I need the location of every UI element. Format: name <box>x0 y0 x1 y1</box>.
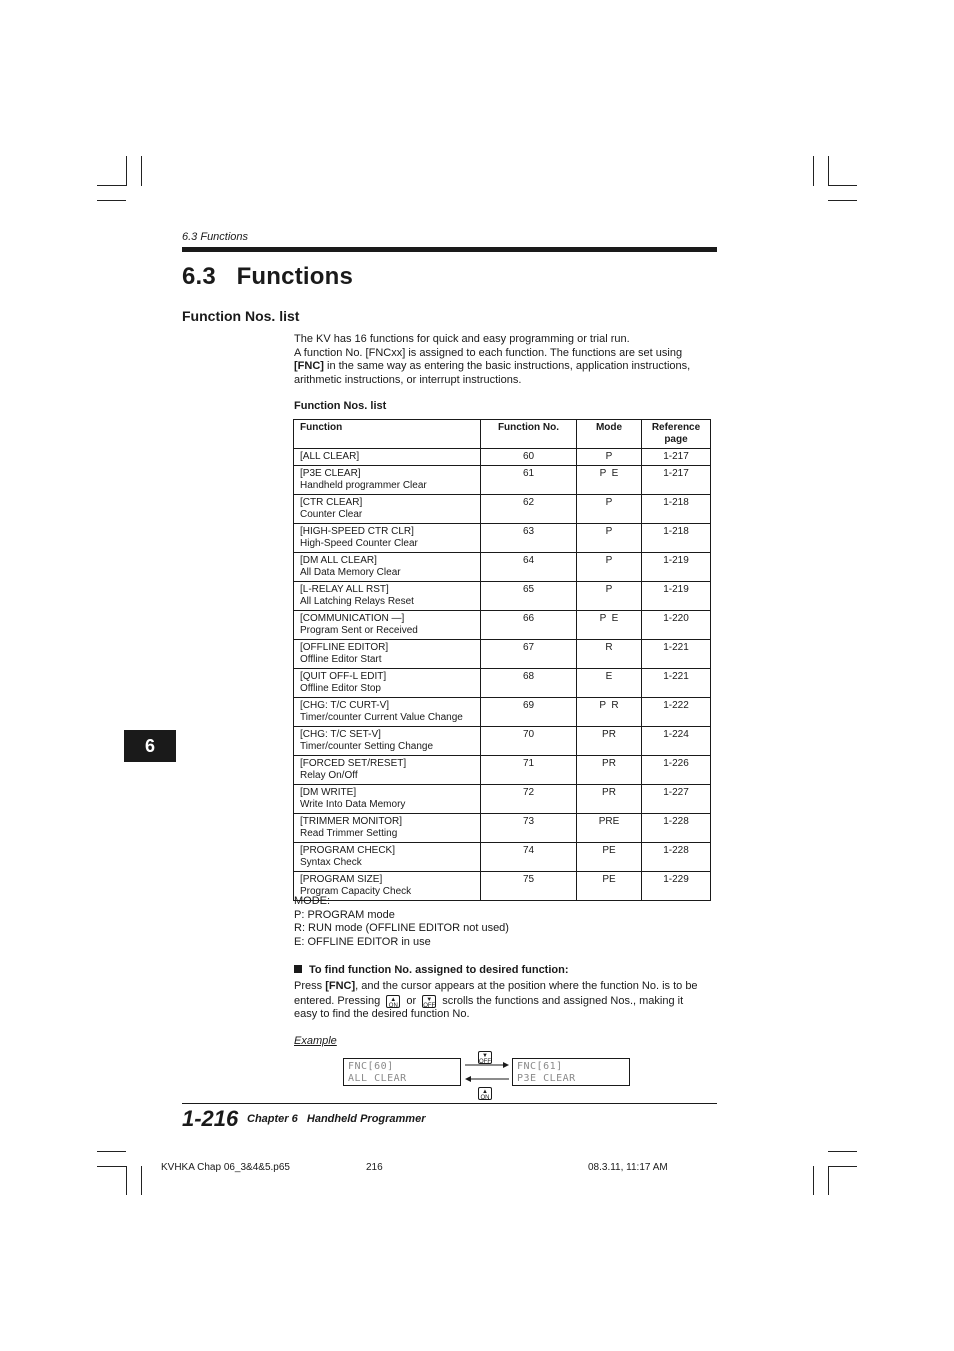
intro-line-1: The KV has 16 functions for quick and easy programming or trial run. <box>294 333 630 345</box>
function-description: High-Speed Counter Clear <box>300 538 418 549</box>
function-name: [PROGRAM SIZE] <box>300 874 383 885</box>
cell-mode: P <box>577 495 642 524</box>
cell-reference-page: 1-217 <box>642 466 711 495</box>
scroll-arrows-icon <box>463 1060 511 1084</box>
table-title: Function Nos. list <box>294 400 387 412</box>
off-key-glyph: ▼ OFF <box>479 1053 491 1065</box>
mode-legend <box>294 895 509 949</box>
key-off-label: OFF <box>423 1002 436 1009</box>
lcd-right-line-2: P3E CLEAR <box>517 1073 576 1084</box>
on-key-icon-example <box>478 1083 492 1101</box>
table-header-row <box>294 420 711 449</box>
find-text-2: , and the cursor appears at the position where the function No. is to be <box>355 980 698 992</box>
cell-function <box>294 495 481 524</box>
table-row <box>294 449 711 466</box>
cell-function-no: 60 <box>481 449 577 466</box>
function-description: Timer/counter Current Value Change <box>300 712 463 723</box>
page-number: 1-216 <box>182 1106 239 1131</box>
cell-reference-page: 1-224 <box>642 727 711 756</box>
cell-function <box>294 449 481 466</box>
cell-mode: PRE <box>577 814 642 843</box>
lcd-display-right <box>512 1058 630 1086</box>
cell-reference-page: 1-222 <box>642 698 711 727</box>
cell-function <box>294 843 481 872</box>
function-description: Write Into Data Memory <box>300 799 406 810</box>
table-row <box>294 553 711 582</box>
cell-function-no: 69 <box>481 698 577 727</box>
down-on-key-icon: ▲ ON <box>386 995 400 1008</box>
cell-function-no: 70 <box>481 727 577 756</box>
table-row <box>294 611 711 640</box>
function-description: Syntax Check <box>300 857 362 868</box>
cell-function-no: 75 <box>481 872 577 901</box>
function-table <box>293 419 711 901</box>
cell-reference-page: 1-217 <box>642 449 711 466</box>
down-off-key-icon: ▼ OFF <box>423 996 436 1009</box>
cell-mode: E <box>577 669 642 698</box>
table-row <box>294 582 711 611</box>
find-heading <box>294 964 569 976</box>
cell-reference-page: 1-229 <box>642 872 711 901</box>
cell-reference-page: 1-221 <box>642 669 711 698</box>
cell-reference-page: 1-218 <box>642 495 711 524</box>
cell-mode: PE <box>577 843 642 872</box>
cell-mode: PR <box>577 756 642 785</box>
find-line-2 <box>294 995 714 1009</box>
cell-function-no: 61 <box>481 466 577 495</box>
mode-e: E: OFFLINE EDITOR in use <box>294 935 431 948</box>
cell-reference-page: 1-228 <box>642 814 711 843</box>
intro-line-3 <box>294 360 714 374</box>
footer-page: 216 <box>366 1162 383 1173</box>
cell-function-no: 68 <box>481 669 577 698</box>
cell-reference-page: 1-221 <box>642 640 711 669</box>
function-name: [COMMUNICATION —] <box>300 613 405 624</box>
cell-mode: P E <box>577 611 642 640</box>
chapter-side-tab: 6 <box>124 730 176 762</box>
function-name: [HIGH-SPEED CTR CLR] <box>300 526 414 537</box>
cell-function <box>294 640 481 669</box>
function-description: Program Sent or Received <box>300 625 418 636</box>
function-name: [ALL CLEAR] <box>300 451 360 462</box>
col-header-reference-page: Reference page <box>642 420 711 449</box>
cell-function-no: 64 <box>481 553 577 582</box>
fnc-key-label: [FNC] <box>294 360 324 372</box>
cell-function-no: 74 <box>481 843 577 872</box>
cell-function <box>294 727 481 756</box>
cell-function-no: 72 <box>481 785 577 814</box>
cell-function <box>294 553 481 582</box>
lcd-left-line-1: FNC[60] <box>348 1061 394 1072</box>
function-name: [FORCED SET/RESET] <box>300 758 407 769</box>
function-name: [TRIMMER MONITOR] <box>300 816 403 827</box>
running-header: 6.3 Functions <box>182 231 249 243</box>
intro-line-2: A function No. [FNCxx] is assigned to each function. The functions are set using <box>294 346 683 359</box>
mode-label: MODE: <box>294 895 331 907</box>
function-description: All Data Memory Clear <box>300 567 401 578</box>
cell-function-no: 63 <box>481 524 577 553</box>
find-line-1 <box>294 980 714 994</box>
table-row <box>294 727 711 756</box>
cell-function <box>294 611 481 640</box>
function-name: [CHG: T/C CURT-V] <box>300 700 390 711</box>
footer-file: KVHKA Chap 06_3&4&5.p65 <box>161 1162 290 1173</box>
table-row <box>294 814 711 843</box>
find-fnc-label: [FNC] <box>325 980 356 992</box>
cell-function-no: 62 <box>481 495 577 524</box>
function-name: [DM ALL CLEAR] <box>300 555 377 566</box>
cell-function <box>294 524 481 553</box>
col-header-function-no: Function No. <box>481 420 577 449</box>
example-label: Example <box>294 1035 337 1047</box>
cell-function <box>294 785 481 814</box>
cell-function <box>294 582 481 611</box>
function-description: Relay On/Off <box>300 770 358 781</box>
cell-reference-page: 1-228 <box>642 843 711 872</box>
function-description: Offline Editor Stop <box>300 683 381 694</box>
footer-timestamp: 08.3.11, 11:17 AM <box>588 1162 668 1173</box>
function-name: [DM WRITE] <box>300 787 357 798</box>
function-description: Read Trimmer Setting <box>300 828 398 839</box>
table-row <box>294 843 711 872</box>
cell-function <box>294 756 481 785</box>
col-header-function: Function <box>294 420 481 449</box>
table-row <box>294 466 711 495</box>
table-row <box>294 495 711 524</box>
header-rule <box>182 247 717 252</box>
lcd-left-line-2: ALL CLEAR <box>348 1073 407 1084</box>
cell-reference-page: 1-220 <box>642 611 711 640</box>
cell-function <box>294 466 481 495</box>
cell-reference-page: 1-219 <box>642 553 711 582</box>
table-row <box>294 524 711 553</box>
example-key-bottom-label: ON <box>480 1095 490 1101</box>
function-name: [PROGRAM CHECK] <box>300 845 396 856</box>
function-name: [CHG: T/C SET-V] <box>300 729 381 740</box>
table-row <box>294 756 711 785</box>
cell-mode: P <box>577 582 642 611</box>
cell-reference-page: 1-218 <box>642 524 711 553</box>
function-name: [OFFLINE EDITOR] <box>300 642 389 653</box>
function-name: [L-RELAY ALL RST] <box>300 584 389 595</box>
cell-function <box>294 669 481 698</box>
cell-function-no: 65 <box>481 582 577 611</box>
lcd-display-left <box>343 1058 461 1086</box>
cell-mode: P <box>577 449 642 466</box>
find-text-4: scrolls the functions and assigned Nos., making it <box>442 994 684 1007</box>
find-line-3: easy to find the desired function No. <box>294 1008 470 1020</box>
function-description: Counter Clear <box>300 509 363 520</box>
function-description: All Latching Relays Reset <box>300 596 414 607</box>
cell-function-no: 67 <box>481 640 577 669</box>
example-key-top-label: OFF <box>479 1059 491 1065</box>
cell-mode: PE <box>577 872 642 901</box>
chapter-label: Chapter 6 Handheld Programmer <box>247 1113 426 1125</box>
cell-function <box>294 814 481 843</box>
find-text-or: or <box>406 994 417 1007</box>
cell-function-no: 71 <box>481 756 577 785</box>
on-key-glyph: ▲ ON <box>478 1087 492 1100</box>
find-text-3: entered. Pressing <box>294 994 381 1007</box>
function-description: Handheld programmer Clear <box>300 480 427 491</box>
cell-mode: P E <box>577 466 642 495</box>
function-name: [CTR CLEAR] <box>300 497 363 508</box>
find-heading-text: To find function No. assigned to desired function: <box>309 964 569 976</box>
cell-function-no: 66 <box>481 611 577 640</box>
cell-reference-page: 1-219 <box>642 582 711 611</box>
cell-mode: PR <box>577 785 642 814</box>
find-paragraph <box>294 980 714 1022</box>
lcd-right-line-1: FNC[61] <box>517 1061 563 1072</box>
section-title: 6.3 Functions <box>182 263 354 290</box>
col-header-mode: Mode <box>577 420 642 449</box>
table-row <box>294 640 711 669</box>
cell-mode: P <box>577 553 642 582</box>
function-description: Program Capacity Check <box>300 886 412 897</box>
intro-line-3-text: in the same way as entering the basic instructions, application instructions, <box>323 360 691 372</box>
square-bullet-icon <box>294 965 302 973</box>
cell-mode: R <box>577 640 642 669</box>
find-text-1: Press <box>294 980 326 992</box>
footer-rule <box>182 1103 717 1104</box>
cell-function <box>294 698 481 727</box>
intro-paragraph <box>294 333 714 387</box>
table-row <box>294 785 711 814</box>
cell-reference-page: 1-227 <box>642 785 711 814</box>
table-row <box>294 698 711 727</box>
section-subtitle: Function Nos. list <box>182 308 300 324</box>
table-row <box>294 669 711 698</box>
intro-line-4: arithmetic instructions, or interrupt instructions. <box>294 373 522 386</box>
function-name: [QUIT OFF-L EDIT] <box>300 671 387 682</box>
function-description: Timer/counter Setting Change <box>300 741 434 752</box>
cell-mode: PR <box>577 727 642 756</box>
cell-function-no: 73 <box>481 814 577 843</box>
mode-p: P: PROGRAM mode <box>294 908 395 921</box>
function-description: Offline Editor Start <box>300 654 382 665</box>
key-on-label: ON <box>388 1002 398 1009</box>
cell-mode: P R <box>577 698 642 727</box>
function-name: [P3E CLEAR] <box>300 468 361 479</box>
mode-r: R: RUN mode (OFFLINE EDITOR not used) <box>294 922 509 934</box>
cell-mode: P <box>577 524 642 553</box>
cell-reference-page: 1-226 <box>642 756 711 785</box>
